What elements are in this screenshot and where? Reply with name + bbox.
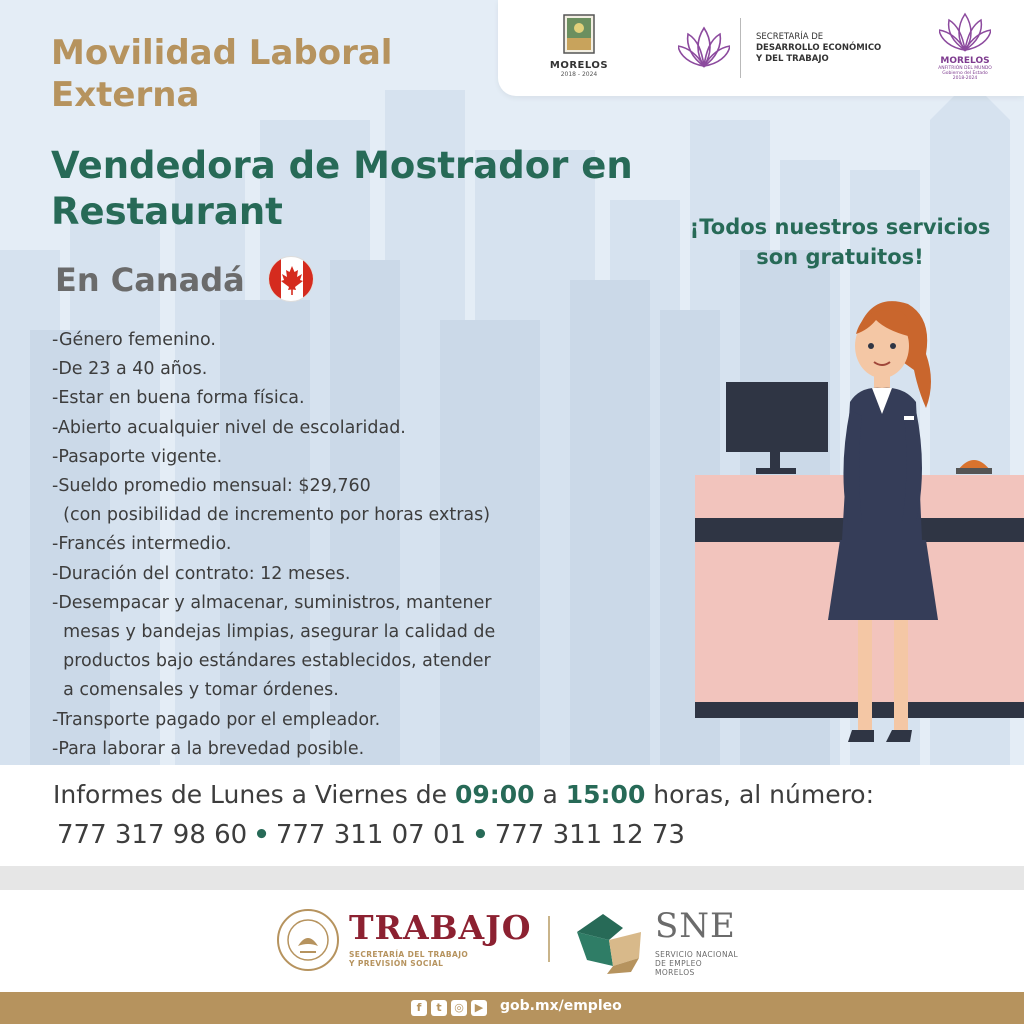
lotus-icon	[678, 22, 730, 70]
morelos-shield-icon	[563, 14, 595, 54]
phone-number[interactable]: 777 311 12 73	[494, 820, 685, 850]
list-item: -Desempacar y almacenar, suministros, mantener	[52, 592, 492, 613]
morelos2-sub2: Gobierno del Estado	[942, 71, 988, 76]
sne-logo-text: SNE	[655, 906, 736, 946]
sne-sub2: DE EMPLEO	[655, 959, 703, 968]
list-item: -Para laborar a la brevedad posible.	[52, 738, 365, 759]
youtube-icon[interactable]: ▶	[471, 1000, 487, 1016]
office-hours-text	[53, 780, 874, 809]
hours-prefix: Informes de Lunes a Viernes de	[53, 780, 455, 809]
list-item: mesas y bandejas limpias, asegurar la calidad de	[52, 622, 496, 643]
morelos2-sub3: 2018-2024	[952, 76, 978, 81]
hours-start: 09:00	[454, 780, 535, 809]
receptionist-illustration	[690, 290, 1024, 760]
list-item: (con posibilidad de incremento por horas extras)	[52, 505, 491, 526]
list-item: productos bajo estándares establecidos, atender	[52, 651, 491, 672]
morelos2-name: MORELOS	[940, 56, 990, 66]
morelos-logo-name: MORELOS	[549, 60, 609, 71]
morelos-logo-years: 2018 - 2024	[560, 71, 598, 78]
program-title: Movilidad Laboral Externa	[51, 33, 393, 115]
list-item: -Francés intermedio.	[52, 534, 232, 555]
list-item: -Estar en buena forma física.	[52, 388, 305, 409]
morelos-logo	[546, 14, 612, 84]
twitter-icon[interactable]: t	[431, 1000, 447, 1016]
hours-suffix: horas, al número:	[645, 780, 875, 809]
sne-sub1: SERVICIO NACIONAL	[655, 950, 739, 959]
list-item: -De 23 a 40 años.	[52, 359, 208, 380]
sedet-line2: DESARROLLO ECONÓMICO	[756, 43, 882, 53]
list-item: a comensales y tomar órdenes.	[52, 680, 339, 701]
trabajo-sub2: Y PREVISIÓN SOCIAL	[349, 959, 444, 968]
sedet-line3: Y DEL TRABAJO	[756, 54, 829, 64]
sne-sub3: MORELOS	[655, 968, 695, 977]
canada-flag-icon	[268, 256, 314, 302]
logo-divider	[548, 916, 550, 962]
phone-numbers	[57, 820, 685, 850]
handshake-icon	[573, 910, 645, 976]
header-logos-card	[498, 0, 1024, 96]
trabajo-logo-text: TRABAJO	[349, 908, 532, 947]
phone-number[interactable]: 777 311 07 01	[275, 820, 467, 850]
free-services-text: ¡Todos nuestros servicios son gratuitos!	[689, 215, 991, 269]
list-item: -Pasaporte vigente.	[52, 446, 223, 467]
sedet-line1: SECRETARÍA DE	[756, 32, 824, 42]
mexico-seal-icon	[276, 908, 340, 972]
instagram-icon[interactable]: ◎	[451, 1000, 467, 1016]
lotus-icon	[939, 12, 991, 52]
hours-end: 15:00	[565, 780, 646, 809]
separator-band	[0, 866, 1024, 890]
list-item: -Transporte pagado por el empleador.	[52, 709, 381, 730]
morelos2-sub1: ANFITRIÓN DEL MUNDO	[938, 66, 992, 71]
morelos-anfitrion-logo	[932, 12, 998, 86]
sedet-logo-text	[756, 32, 881, 65]
phone-separator: •	[253, 820, 270, 850]
facebook-icon[interactable]: f	[411, 1000, 427, 1016]
logo-divider	[740, 18, 741, 78]
phone-separator: •	[472, 820, 489, 850]
trabajo-subtitle	[349, 950, 468, 968]
job-title: Vendedora de Mostrador en Restaurant	[51, 144, 633, 233]
hours-mid: a	[534, 780, 566, 809]
sne-subtitle	[655, 950, 738, 977]
sedet-logo	[678, 18, 888, 78]
list-item: -Duración del contrato: 12 meses.	[52, 563, 351, 584]
requirements-list	[52, 326, 612, 764]
phone-number[interactable]: 777 317 98 60	[57, 820, 248, 850]
social-icons	[411, 1000, 487, 1016]
job-location: En Canadá	[55, 261, 245, 299]
footer-url-link[interactable]: gob.mx/empleo	[500, 998, 622, 1014]
list-item: -Abierto acualquier nivel de escolaridad.	[52, 417, 406, 438]
list-item: -Género femenino.	[52, 330, 216, 350]
trabajo-sub1: SECRETARÍA DEL TRABAJO	[349, 950, 469, 959]
list-item: -Sueldo promedio mensual: $29,760	[52, 476, 371, 497]
